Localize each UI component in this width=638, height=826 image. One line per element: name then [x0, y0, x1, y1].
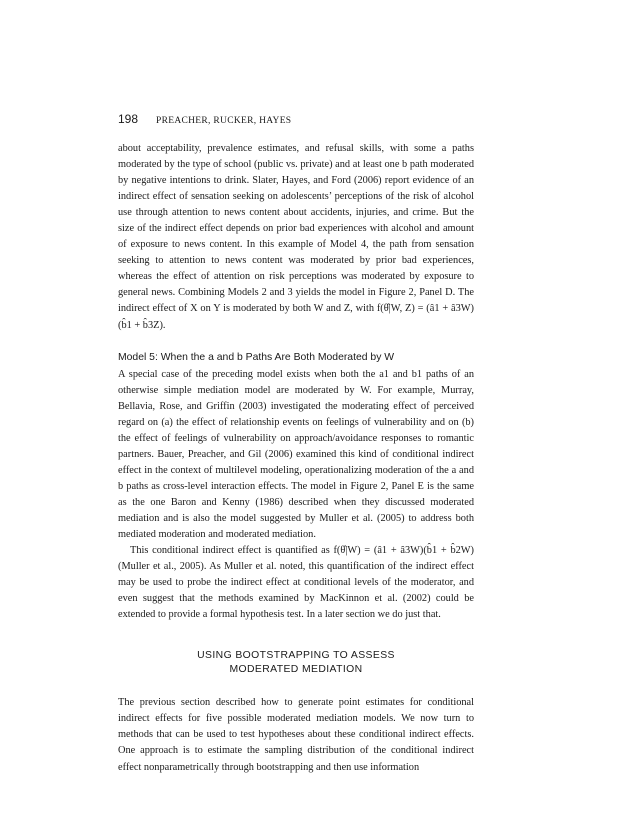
major-heading-line-2: MODERATED MEDIATION [229, 664, 363, 676]
running-head-authors: PREACHER, RUCKER, HAYES [156, 116, 292, 126]
running-head [118, 112, 474, 126]
paragraph-3: This conditional indirect effect is quantified as f(θ̂|W) = (â1 + â3W)(b̂1 + b̂2W) (Muller et al., 2005). As Muller et al. noted, this quantification of the indirect effect may be used to probe the indirect effect at conditional levels of the moderator, and even suggest that the methods examined by MacKinnon et al. (2002) could be extended to provide a formal hypothesis test. In a later section we do just that. [118, 545, 474, 621]
major-heading-bootstrapping [118, 649, 474, 677]
paragraph-4: The previous section described how to generate point estimates for conditional indirect effects for five possible moderated mediation models. We now turn to methods that can be used to test hypotheses about these conditional indirect effects. One approach is to estimate the sampling distribution of the conditional indirect effect nonparametrically through bootstrapping and then use information [118, 697, 474, 773]
section-heading-model-5: Model 5: When the a and b Paths Are Both Moderated by W [118, 351, 395, 363]
page-number: 198 [118, 112, 139, 126]
paragraph-2: A special case of the preceding model exists when both the a1 and b1 paths of an otherwise simple mediation model are moderated by W. For example, Murray, Bellavia, Rose, and Griffin (2003) investigated the moderating effect of perceived regard on (a) the effect of relationship events on feelings of vulnerability and on (b) the effect of feelings of vulnerability on approach/avoidance responses to romantic partners. Bauer, Preacher, and Gil (2006) examined this kind of conditional indirect effect in the context of multilevel modeling, operationalizing moderation of the a and b paths as cross-level interaction effects. The model in Figure 2, Panel E is the same as the one Baron and Kenny (1986) described when they discussed moderated mediation and is also the model suggested by Muller et al. (2005) to address both mediated moderation and moderated mediation. [118, 368, 474, 541]
major-heading-line-1: USING BOOTSTRAPPING TO ASSESS [197, 650, 395, 662]
page-body [118, 112, 474, 776]
paragraph-1: about acceptability, prevalence estimates, and refusal skills, with some a paths moderated by the type of school (public vs. private) and at least one b path moderated by negative intentions to drink. Slater, Hayes, and Ford (2006) report evidence of an indirect effect of sensation seeking on adolescents’ perceptions of the risk of alcohol use through attention to news content about accidents, injuries, and crime. But the size of the indirect effect depends on prior bad experiences with alcohol and amount of exposure to news content. In this example of Model 4, the path from sensation seeking to attention to news content was moderated by prior bad experiences, whereas the effect of attention on risk perceptions was moderated by exposure to general news. Combining Models 2 and 3 yields the model in Figure 2, Panel D. The indirect effect of X on Y is moderated by both W and Z, with f(θ̂|W, Z) = (â1 + â3W)(b̂1 + b̂3Z). [118, 143, 474, 331]
